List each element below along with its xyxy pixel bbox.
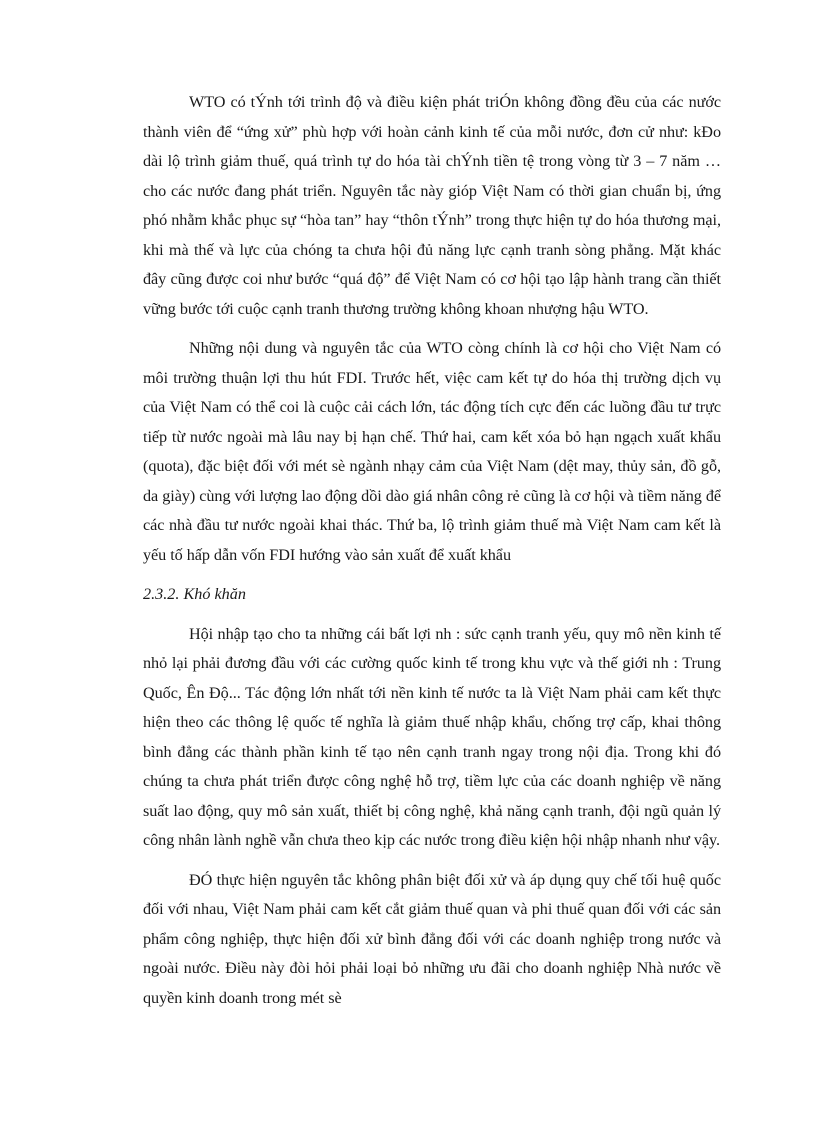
paragraph-integration-disadvantages: Hội nhập tạo cho ta những cái bất lợi nh : sức cạnh tranh yếu, quy mô nền kinh tế nhỏ lại phải đương đầu với các cường quốc kinh tế trong khu vực và thế giới nh : Trung Quốc, Ên Độ... Tác động lớn nhất tới nền kinh tế nước ta là Việt Nam phải cam kết thực hiện theo các thông lệ quốc tế nghĩa là giảm thuế nhập khẩu, chống trợ cấp, khai thông bình đẳng các thành phần kinh tế tạo nên cạnh tranh ngay trong nội địa. Trong khi đó chúng ta chưa phát triển được công nghệ hỗ trợ, tiềm lực của các doanh nghiệp về năng suất lao động, quy mô sản xuất, thiết bị công nghệ, khả năng cạnh tranh, đội ngũ quản lý công nhân lành nghề vẫn chưa theo kịp các nước trong điều kiện hội nhập nhanh như vậy.	[143, 624, 721, 849]
paragraph-non-discrimination: ĐÓ thực hiện nguyên tắc không phân biệt đối xử và áp dụng quy chế tối huệ quốc đối với nhau, Việt Nam phải cam kết cắt giảm thuế quan và phi thuế quan đối với các sản phẩm công nghiệp, thực hiện đối xử bình đẳng đối với các doanh nghiệp trong nước và ngoài nước. Điều này đòi hỏi phải loại bỏ những ưu đãi cho doanh nghiệp Nhà nước về quyền kinh doanh trong mét sè	[143, 870, 721, 1007]
section-heading-difficulties: 2.3.2. Khó khăn	[143, 585, 246, 603]
paragraph-wto-development-levels: WTO có tÝnh tới trình độ và điều kiện phát triÓn không đồng đều của các nước thành viên để “ứng xử” phù hợp với hoàn cảnh kinh tế của mỗi nước, đơn cử như: kÐo dài lộ trình giảm thuế, quá trình tự do hóa tài chÝnh tiền tệ trong vòng từ 3 – 7 năm … cho các nước đang phát triển. Nguyên tắc này gióp Việt Nam có thời gian chuẩn bị, ứng phó nhằm khắc phục sự “hòa tan” hay “thôn tÝnh” trong thực hiện tự do hóa thương mại, khi mà thế và lực của chóng ta chưa hội đủ năng lực cạnh tranh sòng phẳng. Mặt khác đây cũng được coi như bước “quá độ” để Việt Nam có cơ hội tạo lập hành trang cần thiết vững bước tới cuộc cạnh tranh thương trường không khoan nhượng hậu WTO.	[143, 93, 721, 318]
paragraph-wto-fdi-opportunities: Những nội dung và nguyên tắc của WTO còng chính là cơ hội cho Việt Nam có môi trường thuận lợi thu hút FDI. Trước hết, việc cam kết tự do hóa thị trường dịch vụ của Việt Nam có thể coi là cuộc cải cách lớn, tác động tích cực đến các luồng đầu tư trực tiếp từ nước ngoài mà lâu nay bị hạn chế. Thứ hai, cam kết xóa bỏ hạn ngạch xuất khẩu (quota), đặc biệt đối với mét sè ngành nhạy cảm của Việt Nam (dệt may, thủy sản, đồ gỗ, da giày) cùng với lượng lao động dồi dào giá nhân công rẻ cũng là cơ hội và tiềm năng để các nhà đầu tư nước ngoài khai thác. Thứ ba, lộ trình giảm thuế mà Việt Nam cam kết là yếu tố hấp dẫn vốn FDI hướng vào sản xuất để xuất khẩu	[143, 339, 721, 564]
document-page	[143, 88, 721, 1023]
